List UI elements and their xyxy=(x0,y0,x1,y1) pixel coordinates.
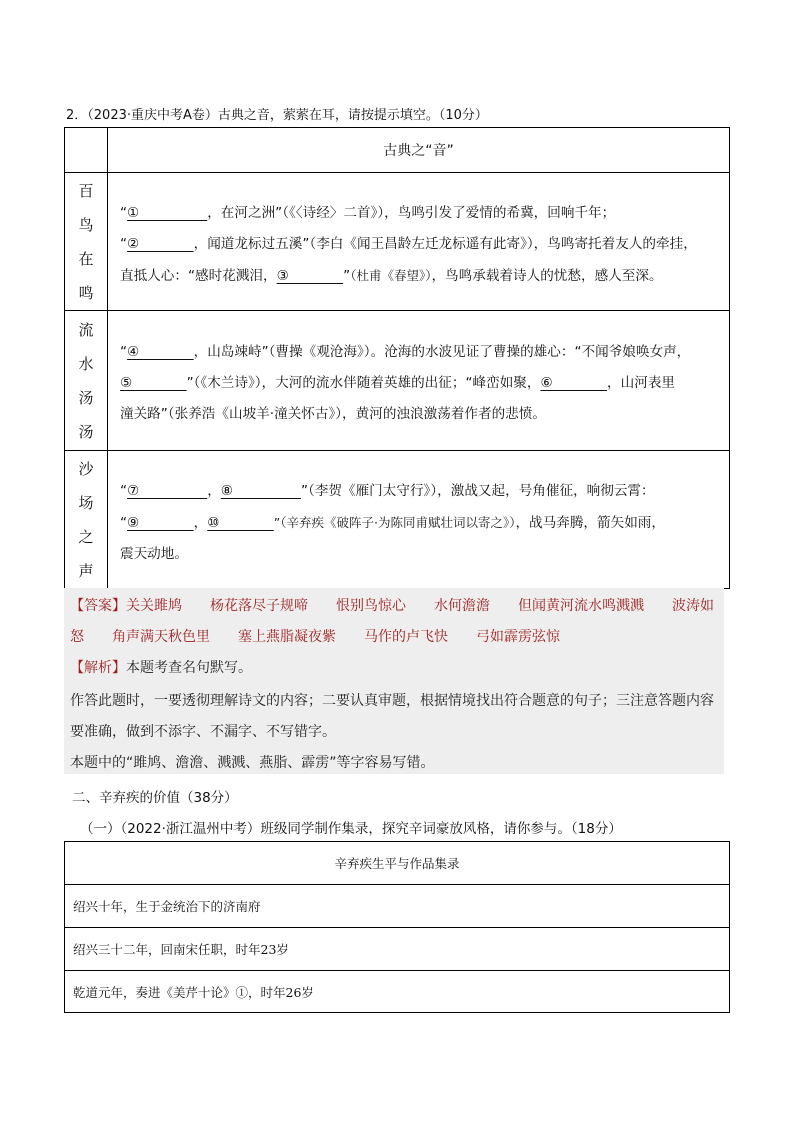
table-header: 古典之“音” xyxy=(108,128,730,173)
label-char: 流 xyxy=(78,320,94,339)
label-char: 水 xyxy=(78,354,94,373)
label-char: 场 xyxy=(78,493,94,512)
blank-1[interactable]: ① xyxy=(127,204,208,221)
label-char: 鸟 xyxy=(78,215,94,234)
header-corner-cell xyxy=(65,128,108,173)
text: ，战马奔腾，箭矢如雨， xyxy=(515,514,665,531)
text: ，在河之洲”（《〈诗经〉二首》），鸟鸣引发了爱情的希冀，回响千年； xyxy=(207,204,616,221)
answer-box xyxy=(64,588,724,774)
answer-line-1 xyxy=(70,595,714,615)
label-char: 在 xyxy=(78,249,94,268)
label-char: 之 xyxy=(78,527,94,546)
text: ， xyxy=(193,514,208,531)
analysis-text: 本题考查名句默写。 xyxy=(126,660,252,676)
blank-7[interactable]: ⑦ xyxy=(127,482,208,499)
text: ，鸟鸣承载着诗人的忧愁，感人至深。 xyxy=(431,267,663,284)
table-row: 乾道元年，奏进《美芹十论》①，时年26岁 xyxy=(65,971,730,1013)
table-row: 绍兴三十二年，回南宋任职，时年23岁 xyxy=(65,928,730,971)
table-header: 辛弃疾生平与作品集录 xyxy=(65,842,730,885)
table-row: 绍兴十年，生于金统治下的济南府 xyxy=(65,885,730,928)
analysis-line-3: 要准确，做到不添字、不漏字、不写错字。 xyxy=(70,724,336,740)
blank-6[interactable]: ⑥ xyxy=(540,375,608,391)
row-label-birds xyxy=(65,173,108,311)
sub-question-title: （一）（2022·浙江温州中考）班级同学制作集录，探究辛词豪放风格，请你参与。（18分） xyxy=(80,821,622,837)
analysis-line-1 xyxy=(70,657,252,677)
label-char: 声 xyxy=(78,561,94,580)
analysis-tag: 【解析】 xyxy=(70,660,126,676)
text: ，山河表里 xyxy=(607,375,676,391)
question-heading: 2．（2023·重庆中考A卷）古典之音，萦萦在耳，请按提示填空。（10分） xyxy=(66,108,488,123)
blank-2[interactable]: ② xyxy=(127,235,194,252)
label-char: 鸣 xyxy=(78,283,94,302)
label-char: 沙 xyxy=(78,459,94,478)
row-content-birds xyxy=(108,173,730,311)
label-char: 汤 xyxy=(78,422,94,441)
classical-sound-table xyxy=(64,127,730,589)
blank-5[interactable]: ⑤ xyxy=(120,375,187,391)
answer-text: 关关雎鸠 杨花落尽子规啼 恨别鸟惊心 水何澹澹 但闻黄河流水鸣溅溅 波涛如 xyxy=(126,598,714,614)
text: 震天动地。 xyxy=(120,545,188,562)
answer-tag: 【答案】 xyxy=(70,598,126,614)
row-content-battlefield xyxy=(108,451,730,589)
section-title: 二、辛弃疾的价值（38分） xyxy=(72,790,238,806)
row-content-water xyxy=(108,311,730,451)
text: ”（李贺《雁门太守行》），激战又起，号角催征，响彻云霄： xyxy=(300,482,655,499)
text: 潼关路”（张养浩《山坡羊·潼关怀古》），黄河的浊浪激荡着作者的悲愤。 xyxy=(120,406,546,422)
blank-10[interactable]: ⑩ xyxy=(207,514,274,531)
analysis-line-2: 作答此题时，一要透彻理解诗文的内容；二要认真审题，根据情境找出符合题意的句子；三注意答题内容 xyxy=(70,693,714,709)
label-char: 汤 xyxy=(78,388,94,407)
row-label-water xyxy=(65,311,108,451)
source: （杜甫《春望》） xyxy=(350,267,432,283)
answer-line-2: 怒 角声满天秋色里 塞上燕脂凝夜紫 马作的卢飞快 弓如霹雳弦惊 xyxy=(70,629,560,645)
text: ”（《木兰诗》），大河的流水伴随着英雄的出征；“峰峦如聚， xyxy=(186,375,541,391)
text: 直抵人心：“感时花溅泪， xyxy=(120,267,277,284)
text: “ xyxy=(120,482,128,499)
blank-8[interactable]: ⑧ xyxy=(220,482,301,499)
source: ”（辛弃疾《破阵子·为陈同甫赋壮词以寄之》） xyxy=(273,514,516,530)
blank-4[interactable]: ④ xyxy=(127,344,194,360)
text: “ xyxy=(120,204,128,221)
label-char: 百 xyxy=(78,181,94,200)
text: ” xyxy=(343,267,351,284)
blank-9[interactable]: ⑨ xyxy=(127,514,194,531)
xin-qiji-table xyxy=(64,841,730,1013)
analysis-line-4: 本题中的“雎鸠、澹澹、溅溅、燕脂、霹雳”等字容易写错。 xyxy=(70,755,435,771)
text: “ xyxy=(120,235,128,252)
row-label-battlefield xyxy=(65,451,108,589)
text: ， xyxy=(207,482,221,499)
text: “ xyxy=(120,344,128,360)
blank-3[interactable]: ③ xyxy=(276,267,344,284)
text: ，闻道龙标过五溪”（李白《闻王昌龄左迁龙标遥有此寄》），鸟鸣寄托着友人的牵挂， xyxy=(193,235,697,252)
text: “ xyxy=(120,514,128,531)
text: ，山岛竦峙”（曹操《观沧海》）。沧海的水波见证了曹操的雄心：“不闻爷娘唤女声， xyxy=(193,344,691,360)
